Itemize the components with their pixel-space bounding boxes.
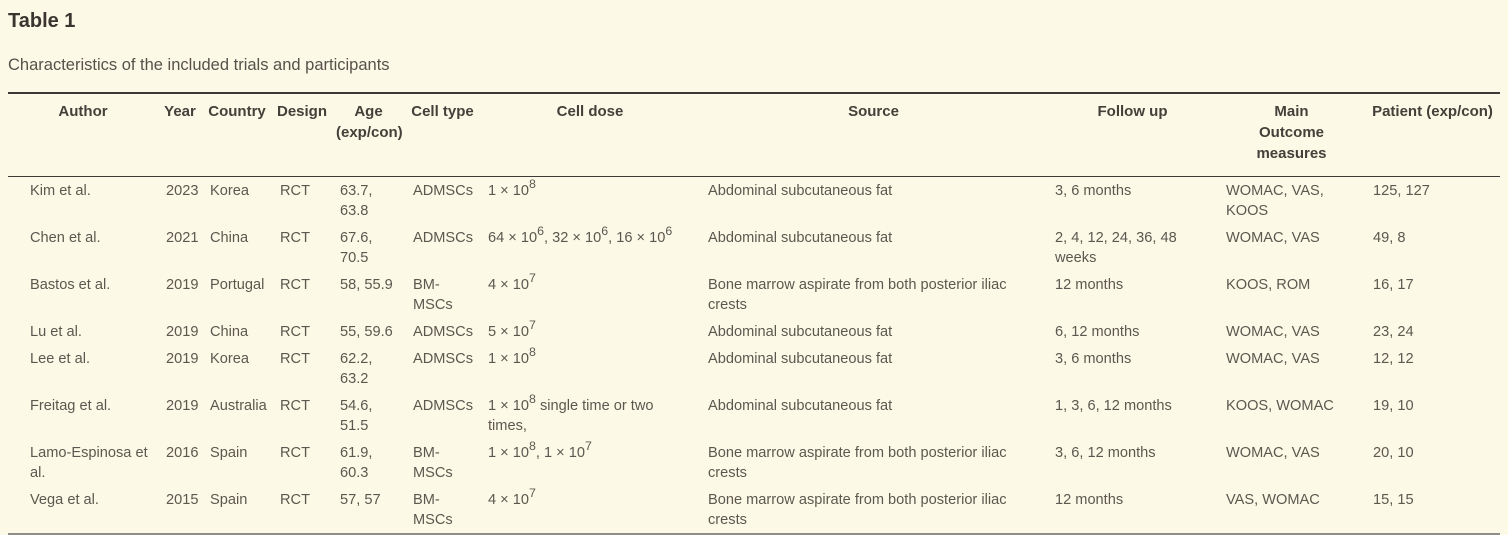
- cell-country: Portugal: [210, 277, 265, 293]
- cell-design: RCT: [280, 230, 310, 246]
- cell-year: 2019: [166, 277, 199, 293]
- cell-outcome-measures: WOMAC, VAS: [1226, 351, 1320, 367]
- cell-design: RCT: [280, 277, 310, 293]
- cell-cell-dose: $4 \times 10^7$: [488, 486, 536, 508]
- col-header-country: [202, 93, 272, 177]
- cell-design: RCT: [280, 183, 310, 199]
- cell-source: Bone marrow aspirate from both posterior iliac crests: [708, 492, 1007, 528]
- table-caption: Characteristics of the included trials and participants: [8, 56, 390, 74]
- cell-outcome-measures: KOOS, WOMAC: [1226, 398, 1334, 414]
- cell-author: Bastos et al.: [30, 277, 111, 293]
- cell-patient: 23, 24: [1373, 324, 1414, 340]
- cell-source: Abdominal subcutaneous fat: [708, 230, 893, 246]
- cell-patient: 49, 8: [1373, 230, 1406, 246]
- table-row: [8, 345, 1500, 392]
- cell-cell-dose: $5 \times 10^7$: [488, 318, 536, 340]
- cell-year: 2021: [166, 230, 199, 246]
- cell-age: 67.6, 70.5: [340, 230, 373, 266]
- col-header-age-label: Age (exp/con): [336, 103, 403, 141]
- cell-follow-up: 1, 3, 6, 12 months: [1055, 398, 1172, 414]
- cell-follow-up: 6, 12 months: [1055, 324, 1140, 340]
- cell-cell-dose: $1 \times 10^8$, $1 \times 10^7$: [488, 439, 592, 461]
- col-header-author: [8, 93, 158, 177]
- col-header-age: [332, 93, 405, 177]
- col-header-follow-up-label: Follow up: [1097, 103, 1168, 120]
- cell-country: China: [210, 230, 249, 246]
- col-header-country-label: Country: [208, 103, 266, 120]
- cell-age: 63.7, 63.8: [340, 183, 373, 219]
- cell-patient: 15, 15: [1373, 492, 1414, 508]
- cell-age: 58, 55.9: [340, 277, 393, 293]
- cell-outcome-measures: WOMAC, VAS: [1226, 324, 1320, 340]
- table-title: Table 1: [8, 10, 76, 32]
- cell-follow-up: 3, 6, 12 months: [1055, 445, 1156, 461]
- col-header-patient-label: Patient (exp/con): [1372, 103, 1493, 120]
- cell-year: 2019: [166, 351, 199, 367]
- cell-cell-type: ADMSCs: [413, 398, 473, 414]
- cell-age: 62.2, 63.2: [340, 351, 373, 387]
- cell-age: 54.6, 51.5: [340, 398, 373, 434]
- cell-patient: 20, 10: [1373, 445, 1414, 461]
- cell-country: China: [210, 324, 249, 340]
- col-header-year: [158, 93, 202, 177]
- table-row: [8, 439, 1500, 486]
- col-header-author-label: Author: [58, 103, 108, 120]
- cell-year: 2019: [166, 324, 199, 340]
- cell-follow-up: 12 months: [1055, 492, 1124, 508]
- trials-table: [8, 92, 1500, 535]
- cell-design: RCT: [280, 351, 310, 367]
- cell-source: Abdominal subcutaneous fat: [708, 183, 893, 199]
- cell-patient: 19, 10: [1373, 398, 1414, 414]
- col-header-outcome-measures: [1218, 93, 1365, 177]
- cell-patient: 125, 127: [1373, 183, 1430, 199]
- cell-cell-type: ADMSCs: [413, 230, 473, 246]
- cell-outcome-measures: WOMAC, VAS, KOOS: [1226, 183, 1324, 219]
- cell-cell-type: BM-MSCs: [413, 277, 453, 313]
- cell-source: Bone marrow aspirate from both posterior iliac crests: [708, 277, 1007, 313]
- cell-cell-dose: $1 \times 10^8$ single time or two times,: [488, 392, 654, 434]
- cell-design: RCT: [280, 492, 310, 508]
- cell-cell-type: ADMSCs: [413, 351, 473, 367]
- table-row: [8, 271, 1500, 318]
- cell-source: Bone marrow aspirate from both posterior iliac crests: [708, 445, 1007, 481]
- cell-cell-dose: $1 \times 10^8$: [488, 345, 536, 367]
- cell-cell-type: ADMSCs: [413, 183, 473, 199]
- col-header-year-label: Year: [164, 103, 196, 120]
- cell-source: Abdominal subcutaneous fat: [708, 324, 893, 340]
- cell-age: 55, 59.6: [340, 324, 393, 340]
- cell-cell-type: BM-MSCs: [413, 445, 453, 481]
- cell-cell-dose: $64 \times 10^6$, $32 \times 10^6$, $16 \times 10^6$: [488, 224, 673, 246]
- cell-author: Vega et al.: [30, 492, 99, 508]
- table-row: [8, 224, 1500, 271]
- cell-follow-up: 3, 6 months: [1055, 351, 1132, 367]
- cell-author: Lee et al.: [30, 351, 91, 367]
- col-header-cell-type: [405, 93, 480, 177]
- cell-source: Abdominal subcutaneous fat: [708, 398, 893, 414]
- cell-design: RCT: [280, 445, 310, 461]
- cell-outcome-measures: WOMAC, VAS: [1226, 445, 1320, 461]
- cell-outcome-measures: WOMAC, VAS: [1226, 230, 1320, 246]
- cell-cell-type: BM-MSCs: [413, 492, 453, 528]
- cell-author: Freitag et al.: [30, 398, 112, 414]
- cell-country: Spain: [210, 445, 248, 461]
- cell-cell-type: ADMSCs: [413, 324, 473, 340]
- table-row: [8, 177, 1500, 225]
- cell-source: Abdominal subcutaneous fat: [708, 351, 893, 367]
- cell-year: 2015: [166, 492, 199, 508]
- cell-design: RCT: [280, 398, 310, 414]
- cell-year: 2016: [166, 445, 199, 461]
- col-header-source-label: Source: [848, 103, 899, 120]
- cell-cell-dose: $4 \times 10^7$: [488, 271, 536, 293]
- cell-design: RCT: [280, 324, 310, 340]
- cell-country: Spain: [210, 492, 248, 508]
- cell-follow-up: 12 months: [1055, 277, 1124, 293]
- col-header-design: [272, 93, 332, 177]
- cell-author: Lamo-Espinosa et al.: [30, 445, 148, 481]
- col-header-follow-up: [1047, 93, 1218, 177]
- cell-cell-dose: $1 \times 10^8$: [488, 177, 536, 199]
- cell-country: Korea: [210, 183, 249, 199]
- cell-outcome-measures: VAS, WOMAC: [1226, 492, 1320, 508]
- cell-author: Lu et al.: [30, 324, 82, 340]
- cell-patient: 16, 17: [1373, 277, 1414, 293]
- col-header-cell-type-label: Cell type: [411, 103, 474, 120]
- cell-country: Korea: [210, 351, 249, 367]
- cell-outcome-measures: KOOS, ROM: [1226, 277, 1311, 293]
- col-header-patient: [1365, 93, 1500, 177]
- col-header-outcome-measures-label: Main Outcome measures: [1256, 103, 1327, 162]
- cell-age: 57, 57: [340, 492, 381, 508]
- cell-author: Kim et al.: [30, 183, 91, 199]
- col-header-design-label: Design: [276, 103, 327, 120]
- cell-age: 61.9, 60.3: [340, 445, 373, 481]
- cell-author: Chen et al.: [30, 230, 101, 246]
- col-header-source: [700, 93, 1047, 177]
- cell-follow-up: 2, 4, 12, 24, 36, 48 weeks: [1055, 230, 1177, 266]
- table-row: [8, 486, 1500, 534]
- header-row: [8, 93, 1500, 177]
- cell-year: 2023: [166, 183, 199, 199]
- cell-follow-up: 3, 6 months: [1055, 183, 1132, 199]
- cell-patient: 12, 12: [1373, 351, 1414, 367]
- col-header-cell-dose: [480, 93, 700, 177]
- cell-country: Australia: [210, 398, 267, 414]
- cell-year: 2019: [166, 398, 199, 414]
- col-header-cell-dose-label: Cell dose: [556, 103, 624, 120]
- table-row: [8, 392, 1500, 439]
- table-row: [8, 318, 1500, 345]
